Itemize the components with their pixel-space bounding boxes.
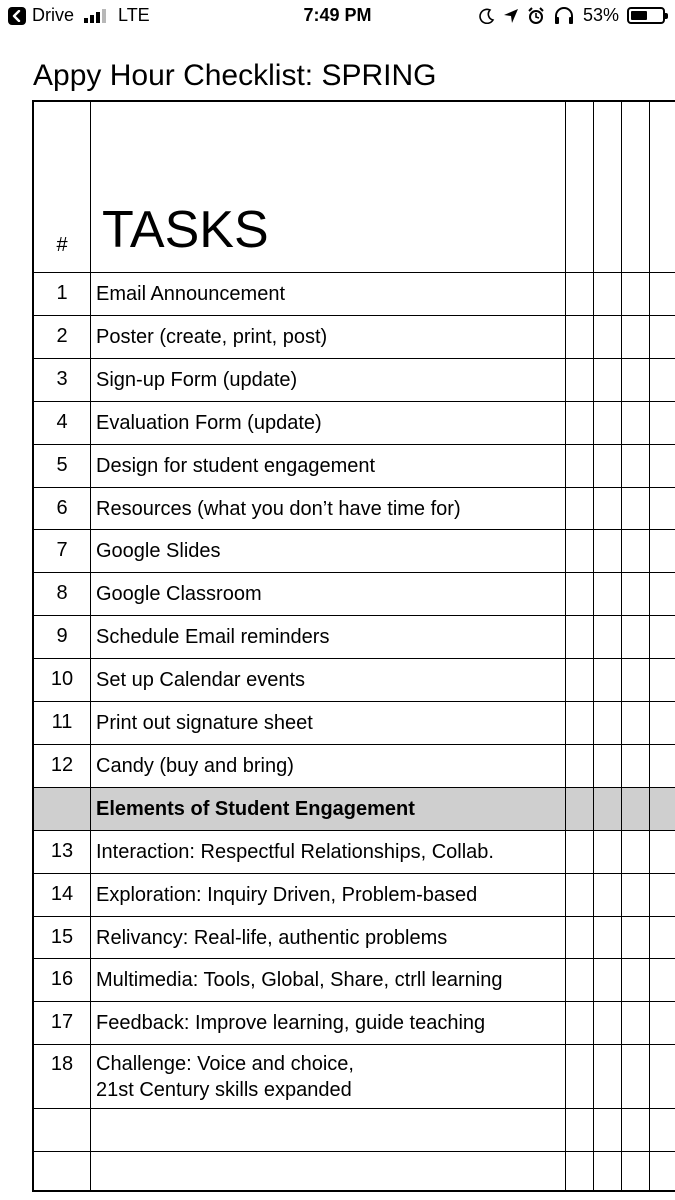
row-number: 13: [50, 839, 74, 862]
task-text: Resources (what you don’t have time for): [96, 497, 461, 520]
row-number: 18: [50, 1053, 74, 1076]
task-text: Google Classroom: [96, 583, 262, 606]
table-row: [34, 916, 675, 959]
table-row: [34, 487, 675, 530]
task-text: Set up Calendar events: [96, 669, 306, 692]
status-bar: [0, 0, 675, 34]
back-to-app-button[interactable]: [8, 7, 26, 25]
row-number: 9: [56, 625, 68, 648]
battery-icon: [627, 7, 665, 24]
network-label: LTE: [118, 5, 150, 25]
task-text: Schedule Email reminders: [96, 626, 330, 649]
row-number: 10: [50, 668, 74, 691]
task-text: Challenge: Voice and choice,: [96, 1053, 354, 1076]
headphones-icon: [553, 7, 575, 25]
moon-icon: [479, 8, 495, 24]
column-divider: [565, 102, 566, 1190]
table-row: [34, 358, 675, 401]
table-row: [34, 444, 675, 487]
table-row: [34, 830, 675, 873]
column-divider: [621, 102, 622, 1190]
table-row: [34, 1151, 675, 1194]
column-header-tasks: TASKS: [102, 201, 269, 259]
row-number: 17: [50, 1011, 74, 1034]
task-text: Feedback: Improve learning, guide teaching: [96, 1012, 486, 1035]
row-number: 6: [56, 496, 68, 519]
row-number: 5: [56, 453, 68, 476]
row-number: 14: [50, 882, 74, 905]
table-row: [34, 401, 675, 444]
row-number: 15: [50, 925, 74, 948]
task-text: Email Announcement: [96, 283, 286, 305]
cellular-signal-icon: [84, 9, 106, 23]
table-row: [34, 873, 675, 916]
alarm-icon: [527, 7, 545, 25]
location-arrow-icon: [503, 8, 519, 24]
task-text: Relivancy: Real-life, authentic problems: [96, 926, 448, 949]
row-number: 4: [56, 410, 68, 433]
task-text: Interaction: Respectful Relationships, Collab.: [96, 840, 494, 863]
row-number: 12: [50, 753, 74, 776]
section-header-row: [34, 787, 675, 830]
row-number: 16: [50, 968, 74, 991]
table-row: [34, 701, 675, 744]
section-title: Elements of Student Engagement: [96, 797, 415, 820]
table-row: [34, 1044, 675, 1108]
status-time: 7:49 PM: [303, 5, 372, 25]
task-text: Poster (create, print, post): [96, 325, 328, 348]
table-row: [34, 958, 675, 1001]
table-row: [34, 272, 675, 315]
task-text: Evaluation Form (update): [96, 411, 322, 434]
task-text: Design for student engagement: [96, 454, 376, 477]
task-text: Sign-up Form (update): [96, 368, 298, 391]
row-number: 11: [51, 711, 73, 733]
back-app-label[interactable]: Drive: [32, 5, 75, 25]
checklist-table: [32, 100, 675, 1192]
column-divider: [90, 102, 91, 1190]
status-left: [8, 5, 150, 26]
task-text: Multimedia: Tools, Global, Share, ctrll learning: [96, 969, 503, 992]
table-row: [34, 529, 675, 572]
table-row: [34, 1001, 675, 1044]
task-text: Print out signature sheet: [96, 712, 313, 734]
task-text: Google Slides: [96, 540, 221, 563]
table-row: [34, 658, 675, 701]
table-row: [34, 315, 675, 358]
status-right: [479, 5, 665, 26]
row-number: 1: [56, 282, 68, 304]
row-number: 7: [56, 539, 68, 562]
table-row: [34, 572, 675, 615]
row-number: 8: [56, 582, 68, 605]
table-row: [34, 744, 675, 787]
task-text-line-2: 21st Century skills expanded: [96, 1079, 352, 1102]
battery-percent: 53%: [582, 5, 619, 25]
row-number: 3: [56, 367, 68, 390]
page-title: Appy Hour Checklist: SPRING: [33, 59, 437, 92]
chevron-left-icon: [12, 10, 22, 22]
task-text: Candy (buy and bring): [96, 754, 294, 777]
task-text: Exploration: Inquiry Driven, Problem-based: [96, 883, 478, 906]
row-number: 2: [56, 324, 68, 347]
table-row: [34, 615, 675, 658]
column-header-number: #: [56, 234, 68, 256]
table-row: [34, 1108, 675, 1151]
column-divider: [649, 102, 650, 1190]
battery-fill: [631, 11, 647, 20]
column-divider: [593, 102, 594, 1190]
